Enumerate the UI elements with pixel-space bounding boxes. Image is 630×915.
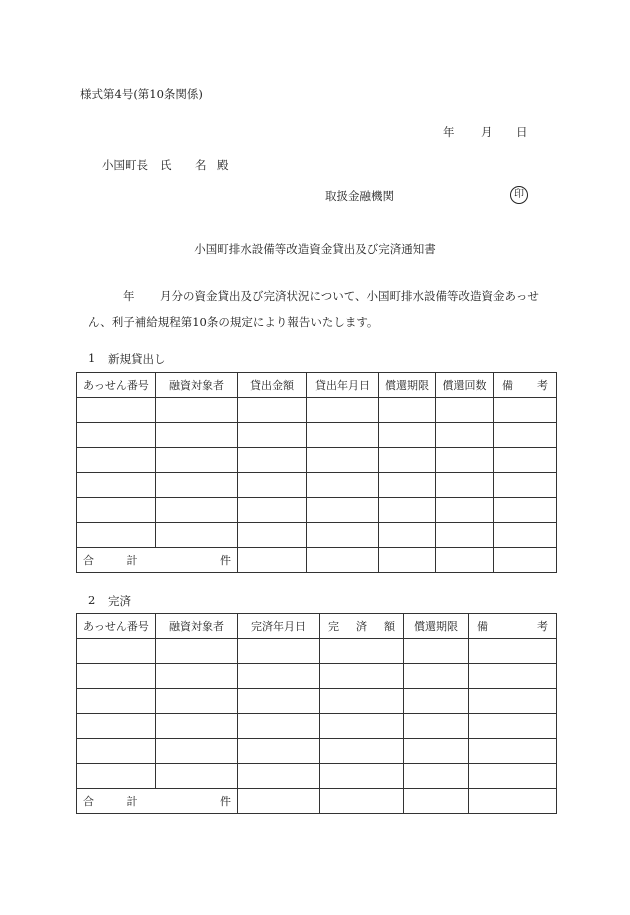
header-gaku: 額 xyxy=(384,620,395,633)
header-cell: 融資対象者 xyxy=(156,373,238,398)
section1-heading: 新規貸出し xyxy=(108,352,166,366)
new-loans-table xyxy=(76,372,557,573)
table-header-row xyxy=(77,614,557,639)
table-header-row xyxy=(77,373,557,398)
header-cell: 貸出年月日 xyxy=(307,373,379,398)
section2-heading: 完済 xyxy=(108,594,131,608)
total-label-a: 合 xyxy=(83,795,94,808)
table-row xyxy=(77,689,557,714)
table-row xyxy=(77,664,557,689)
header-kan: 完 xyxy=(328,620,339,633)
total-row xyxy=(77,548,557,573)
header-cell: あっせん番号 xyxy=(77,614,156,639)
total-row xyxy=(77,789,557,814)
total-label-b: 計 xyxy=(126,795,138,808)
addressee-mei: 名 xyxy=(195,158,207,172)
table-row xyxy=(77,739,557,764)
header-cell xyxy=(494,373,557,398)
table-row xyxy=(77,498,557,523)
date-month-label: 月 xyxy=(481,125,493,139)
table-row xyxy=(77,473,557,498)
header-cell: 融資対象者 xyxy=(156,614,238,639)
seal-mark: 印 xyxy=(510,186,528,204)
body-line1: 月分の資金貸出及び完済状況について、小国町排水設備等改造資金あっせ xyxy=(160,289,539,303)
addressee-name: 小国町長 xyxy=(102,158,148,172)
total-label-b: 計 xyxy=(126,554,138,567)
table-row xyxy=(77,523,557,548)
header-cell xyxy=(320,614,404,639)
section1-number: 1 xyxy=(88,351,96,365)
table-row xyxy=(77,398,557,423)
addressee-shi: 氏 xyxy=(160,158,172,172)
table-row xyxy=(77,714,557,739)
header-cell: あっせん番号 xyxy=(77,373,156,398)
total-count-unit: 件 xyxy=(220,554,231,567)
table-row xyxy=(77,639,557,664)
header-bi: 備 xyxy=(502,379,513,392)
header-bi: 備 xyxy=(477,620,488,633)
header-cell: 償還回数 xyxy=(436,373,494,398)
body-line2: ん、利子補給規程第10条の規定により報告いたします。 xyxy=(88,315,379,329)
total-cell xyxy=(77,789,238,814)
body-year-label: 年 xyxy=(123,289,135,303)
header-sai: 済 xyxy=(356,620,367,633)
total-count-unit: 件 xyxy=(220,795,231,808)
header-cell: 償還期限 xyxy=(379,373,436,398)
date-year-label: 年 xyxy=(443,125,455,139)
header-kou: 考 xyxy=(537,379,548,392)
table-row xyxy=(77,448,557,473)
form-number: 様式第4号(第10条関係) xyxy=(80,87,203,101)
header-cell xyxy=(469,614,557,639)
repaid-table xyxy=(76,613,557,814)
section2-number: 2 xyxy=(88,593,96,607)
total-cell xyxy=(77,548,238,573)
table-row xyxy=(77,423,557,448)
document-title: 小国町排水設備等改造資金貸出及び完済通知書 xyxy=(194,242,436,256)
addressee-dono: 殿 xyxy=(217,158,229,172)
header-cell: 貸出金額 xyxy=(238,373,307,398)
header-kou: 考 xyxy=(537,620,548,633)
header-cell: 完済年月日 xyxy=(238,614,320,639)
total-label-a: 合 xyxy=(83,554,94,567)
sender-label: 取扱金融機関 xyxy=(325,189,394,203)
header-cell: 償還期限 xyxy=(404,614,469,639)
date-day-label: 日 xyxy=(516,125,528,139)
table-row xyxy=(77,764,557,789)
